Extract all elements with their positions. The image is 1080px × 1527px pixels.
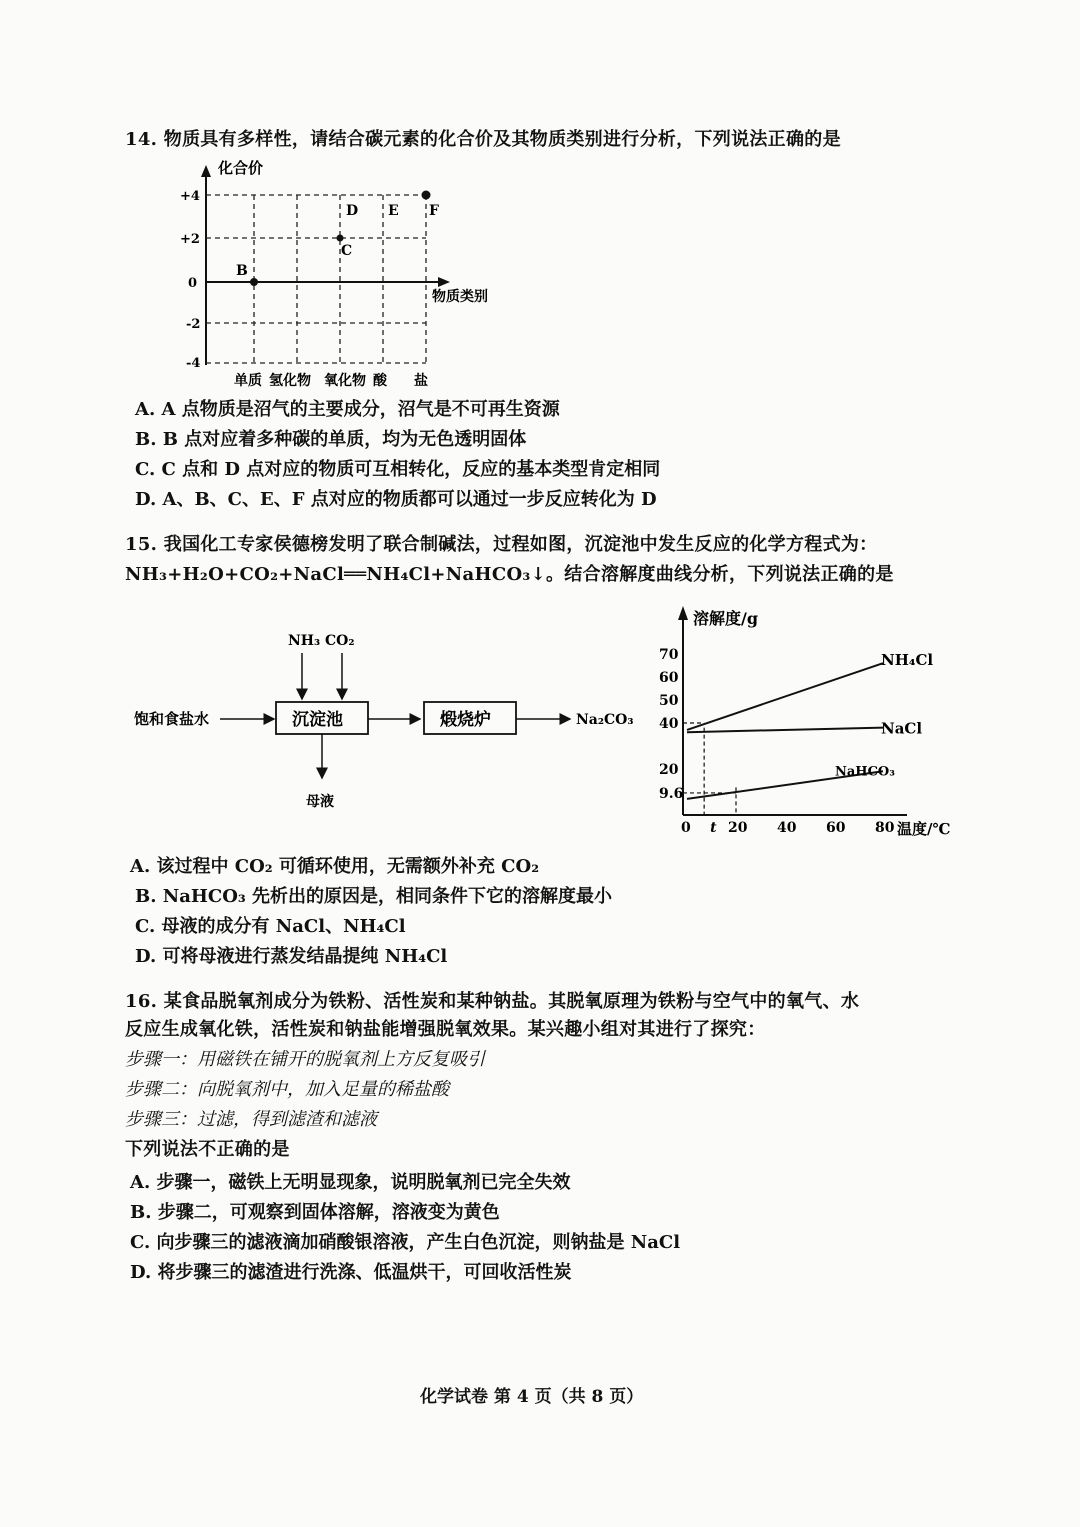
flow-inputs-top: NH₃ CO₂ (288, 633, 355, 649)
q14-point-label: E (388, 203, 399, 219)
q15-stem-line2: NH₃+H₂O+CO₂+NaCl══NH₄Cl+NaHCO₃↓。结合溶解度曲线分析，下列说法正确的是 (125, 564, 894, 585)
flow-output-bottom: 母液 (306, 794, 334, 810)
q14-option-c[interactable]: C. C 点和 D 点对应的物质可互相转化，反应的基本类型肯定相同 (135, 459, 661, 480)
sol-x-title: 温度/℃ (897, 820, 951, 838)
sol-x-tick: 40 (777, 820, 797, 836)
q16-option-a[interactable]: A. 步骤一，磁铁上无明显现象，说明脱氧剂已完全失效 (130, 1172, 571, 1193)
q14-y-tick: +2 (180, 232, 200, 247)
q15-flow-diagram (130, 625, 650, 815)
q14-point-b (250, 278, 258, 286)
q16-stem-line2: 反应生成氧化铁，活性炭和钠盐能增强脱氧效果。某兴趣小组对其进行了探究： (125, 1019, 766, 1040)
sol-y-tick: 9.6 (659, 785, 684, 802)
q15-option-c[interactable]: C. 母液的成分有 NaCl、NH₄Cl (135, 916, 406, 937)
q14-valence-chart (180, 155, 510, 390)
q16-option-c[interactable]: C. 向步骤三的滤液滴加硝酸银溶液，产生白色沉淀，则钠盐是 NaCl (130, 1232, 681, 1253)
sol-series-line (687, 663, 883, 730)
q14-option-d[interactable]: D. A、B、C、E、F 点对应的物质都可以通过一步反应转化为 D (135, 489, 657, 510)
q14-y-tick: -4 (186, 356, 201, 371)
q14-point-label: C (341, 243, 353, 259)
q14-y-arrow (201, 165, 211, 177)
sol-series-label: NaCl (881, 719, 923, 738)
sol-y-tick: 40 (659, 716, 679, 732)
flow-box2-label: 煅烧炉 (440, 710, 491, 730)
q15-solubility-chart (645, 600, 951, 840)
sol-x-tick: 0 (681, 820, 691, 836)
q15-option-d[interactable]: D. 可将母液进行蒸发结晶提纯 NH₄Cl (135, 946, 448, 967)
flow-output-right: Na₂CO₃ (576, 712, 634, 728)
q15-stem-line1: 15. 我国化工专家侯德榜发明了联合制碱法，过程如图，沉淀池中发生反应的化学方程式为： (125, 534, 878, 555)
page-footer: 化学试卷 第 4 页（共 8 页） (420, 1387, 644, 1407)
q14-point-label: D (346, 203, 359, 219)
sol-x-tick: t (710, 820, 717, 836)
q16-option-d[interactable]: D. 将步骤三的滤渣进行洗涤、低温烘干，可回收活性炭 (130, 1262, 572, 1283)
sol-y-tick: 60 (659, 670, 679, 686)
q14-x-category: 单质 (234, 373, 262, 389)
q14-x-category: 酸 (373, 373, 387, 389)
q14-y-title: 化合价 (218, 159, 264, 177)
q15-option-a[interactable]: A. 该过程中 CO₂ 可循环使用，无需额外补充 CO₂ (130, 856, 540, 877)
sol-y-tick: 50 (659, 693, 679, 709)
q14-point-label: F (429, 203, 439, 219)
q14-x-category: 盐 (414, 373, 428, 389)
q14-stem: 14. 物质具有多样性，请结合碳元素的化合价及其物质类别进行分析，下列说法正确的是 (125, 129, 841, 150)
flow-box1-label: 沉淀池 (292, 710, 343, 730)
q14-y-tick: 0 (188, 276, 198, 291)
q16-question: 下列说法不正确的是 (125, 1139, 290, 1160)
flow-input-left: 饱和食盐水 (134, 710, 210, 728)
sol-y-title: 溶解度/g (693, 609, 759, 628)
sol-y-tick: 20 (659, 762, 679, 778)
q15-option-b[interactable]: B. NaHCO₃ 先析出的原因是，相同条件下它的溶解度最小 (135, 886, 613, 907)
q16-option-b[interactable]: B. 步骤二，可观察到固体溶解，溶液变为黄色 (130, 1202, 500, 1223)
sol-x-tick: 60 (826, 820, 846, 836)
sol-x-tick: 80 (875, 820, 895, 836)
sol-series-line (687, 728, 883, 733)
q14-y-tick: -2 (186, 317, 201, 332)
q14-option-a[interactable]: A. A 点物质是沼气的主要成分，沼气是不可再生资源 (135, 399, 560, 420)
q14-point-label: B (236, 263, 248, 279)
q16-step1: 步骤一：用磁铁在铺开的脱氧剂上方反复吸引 (125, 1049, 485, 1070)
sol-x-tick: 20 (728, 820, 748, 836)
q14-point-f (422, 191, 431, 200)
sol-y-tick: 70 (659, 647, 679, 663)
sol-series-label: NH₄Cl (881, 651, 934, 670)
q16-step2: 步骤二：向脱氧剂中，加入足量的稀盐酸 (125, 1079, 449, 1100)
q16-step3: 步骤三：过滤，得到滤渣和滤液 (125, 1109, 377, 1130)
q14-point-c (337, 235, 344, 242)
q14-x-arrow (438, 277, 450, 287)
q14-x-category: 氧化物 (324, 373, 366, 389)
q14-y-tick: +4 (180, 189, 200, 204)
q14-x-title: 物质类别 (432, 289, 488, 305)
q16-stem-line1: 16. 某食品脱氧剂成分为铁粉、活性炭和某种钠盐。其脱氧原理为铁粉与空气中的氧气、水 (125, 991, 860, 1012)
q14-x-category: 氢化物 (269, 373, 311, 389)
q14-option-b[interactable]: B. B 点对应着多种碳的单质，均为无色透明固体 (135, 429, 527, 450)
sol-series-label: NaHCO₃ (835, 764, 895, 780)
